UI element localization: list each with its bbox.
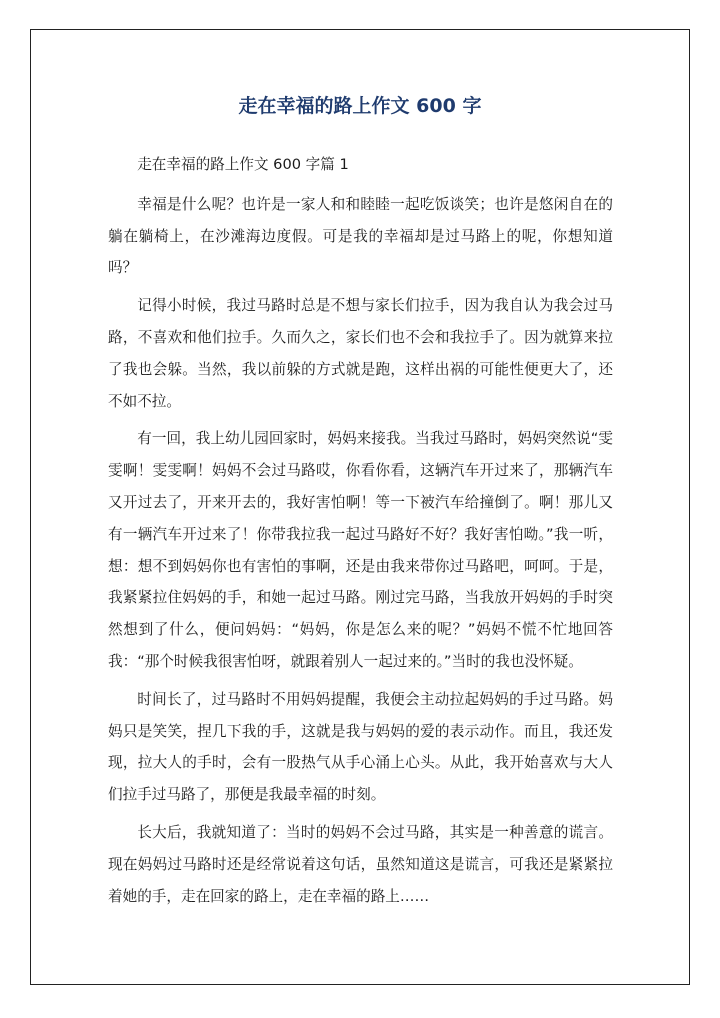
document-body [108, 149, 613, 918]
paragraph: 有一回，我上幼儿园回家时，妈妈来接我。当我过马路时，妈妈突然说“雯雯啊！雯雯啊！妈妈不会过马路哎，你看你看，这辆汽车开过来了，那辆汽车又开过去了，开来开去的，我好害怕啊！等一下被汽车给撞倒了。啊！那儿又有一辆汽车开过来了！你带我拉我一起过马路好不好？我好害怕呦。”我一听，想：想不到妈妈你也有害怕的事啊，还是由我来带你过马路吧，呵呵。于是，我紧紧拉住妈妈的手，和她一起过马路。刚过完马路，当我放开妈妈的手时突然想到了什么，便问妈妈：“妈妈，你是怎么来的呢？”妈妈不慌不忙地回答我：“那个时候我很害怕呀，就跟着别人一起过来的。”当时的我也没怀疑。 [108, 430, 613, 670]
paragraph: 时间长了，过马路时不用妈妈提醒，我便会主动拉起妈妈的手过马路。妈妈只是笑笑，捏几下我的手，这就是我与妈妈的爱的表示动作。而且，我还发现，拉大人的手时，会有一股热气从手心涌上心头。从此，我开始喜欢与大人们拉手过马路了，那便是我最幸福的时刻。 [108, 690, 613, 804]
paragraph: 长大后，我就知道了：当时的妈妈不会过马路，其实是一种善意的谎言。现在妈妈过马路时还是经常说着这句话，虽然知道这是谎言，可我还是紧紧拉着她的手，走在回家的路上，走在幸福的路上…… [108, 823, 613, 905]
paragraph: 记得小时候，我过马路时总是不想与家长们拉手，因为我自认为我会过马路，不喜欢和他们拉手。久而久之，家长们也不会和我拉手了。因为就算来拉了我也会躲。当然，我以前躲的方式就是跑，这样出祸的可能性便更大了，还不如不拉。 [108, 297, 613, 410]
document-subtitle: 走在幸福的路上作文 600 字篇 1 [137, 156, 349, 173]
document-title: 走在幸福的路上作文 600 字 [238, 95, 482, 117]
paragraph: 幸福是什么呢？也许是一家人和和睦睦一起吃饭谈笑；也许是悠闲自在的躺在躺椅上，在沙滩海边度假。可是我的幸福却是过马路上的呢，你想知道吗？ [108, 195, 613, 277]
